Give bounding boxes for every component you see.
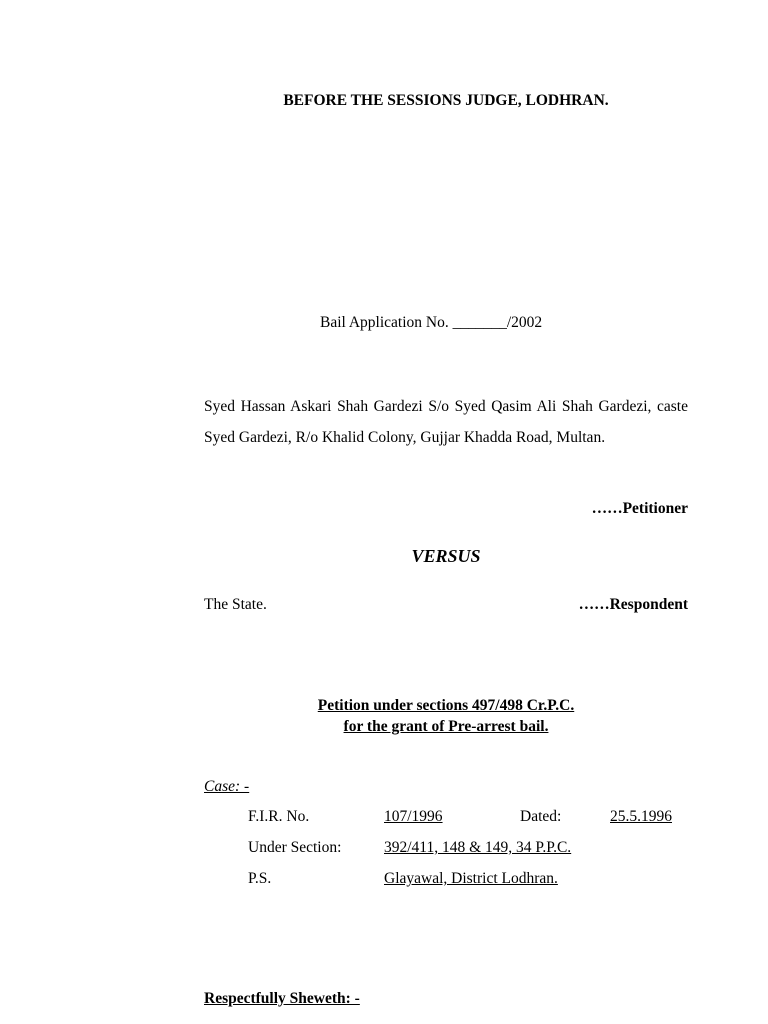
court-heading: BEFORE THE SESSIONS JUDGE, LODHRAN. <box>283 92 609 109</box>
respondent-role: ……Respondent <box>578 596 688 613</box>
versus-heading: VERSUS <box>411 546 481 566</box>
petitioner-role: ……Petitioner <box>591 500 688 517</box>
respondent-name: The State. <box>204 596 267 613</box>
petition-title-line-1: Petition under sections 497/498 Cr.P.C. <box>317 697 575 714</box>
section-label: Under Section: <box>248 839 342 856</box>
dated-label: Dated: <box>520 808 562 825</box>
case-label: Case: - <box>204 778 250 795</box>
police-station-value: Glayawal, District Lodhran. <box>384 870 558 887</box>
fir-label: F.I.R. No. <box>248 808 310 825</box>
petition-title-line-2: for the grant of Pre-arrest bail. <box>343 718 549 735</box>
respectfully-sheweth: Respectfully Sheweth: - <box>204 990 360 1007</box>
fir-value: 107/1996 <box>384 808 443 825</box>
dated-value: 25.5.1996 <box>610 808 672 825</box>
petitioner-details: Syed Hassan Askari Shah Gardezi S/o Syed Qasim Ali Shah Gardezi, caste Syed Gardezi, R/o Khalid Colony, Gujjar Khadda Road, Multan. <box>204 398 688 446</box>
police-station-label: P.S. <box>248 870 272 887</box>
bail-application-number: Bail Application No. _______/2002 <box>320 314 543 331</box>
section-value: 392/411, 148 & 149, 34 P.P.C. <box>384 839 572 856</box>
